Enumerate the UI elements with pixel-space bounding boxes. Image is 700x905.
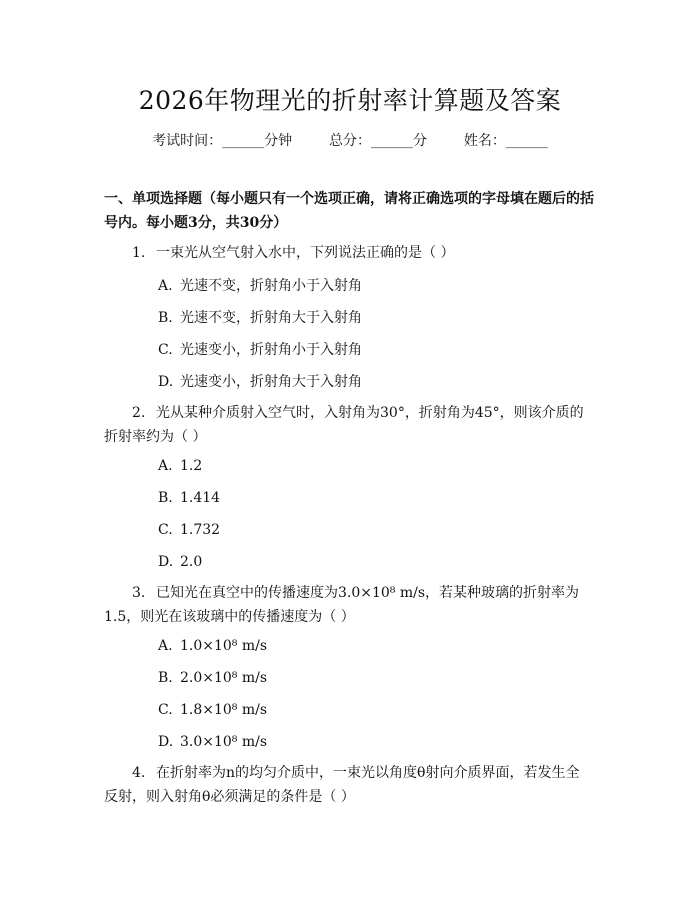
document-title: 2026年物理光的折射率计算题及答案 xyxy=(138,86,562,115)
total-score-field: 总分：______分 xyxy=(329,133,427,149)
question-number: 4. xyxy=(132,765,146,781)
question-3 xyxy=(104,581,592,629)
student-name-field: 姓名：______ xyxy=(463,133,548,149)
option-text: 光速变小，折射角大于入射角 xyxy=(180,374,362,390)
option-letter: D. xyxy=(158,374,174,390)
option-text: 1.732 xyxy=(180,522,221,538)
question-1-option-c xyxy=(158,340,362,360)
question-text: 一束光从空气射入水中，下列说法正确的是（ ） xyxy=(156,245,455,261)
option-letter: C. xyxy=(158,342,173,358)
question-2-option-a xyxy=(158,456,202,476)
option-text: 1.0×10⁸ m/s xyxy=(180,638,268,654)
option-text: 光速不变，折射角大于入射角 xyxy=(180,310,362,326)
option-text: 2.0 xyxy=(180,554,203,570)
option-text: 1.8×10⁸ m/s xyxy=(180,702,268,718)
option-letter: A. xyxy=(158,278,173,294)
option-text: 3.0×10⁸ m/s xyxy=(180,734,268,750)
option-letter: A. xyxy=(158,458,173,474)
question-2-option-c xyxy=(158,520,220,540)
question-3-option-d xyxy=(158,732,267,752)
option-letter: A. xyxy=(158,638,173,654)
option-letter: B. xyxy=(158,310,173,326)
question-3-option-a xyxy=(158,636,267,656)
option-letter: B. xyxy=(158,490,173,506)
option-letter: C. xyxy=(158,522,173,538)
question-2-option-d xyxy=(158,552,202,572)
question-1-option-d xyxy=(158,372,362,392)
question-number: 1. xyxy=(132,245,146,261)
option-text: 光速不变，折射角小于入射角 xyxy=(180,278,362,294)
option-letter: D. xyxy=(158,554,174,570)
question-3-option-b xyxy=(158,668,267,688)
option-letter: D. xyxy=(158,734,174,750)
exam-time-field: 考试时间：______分钟 xyxy=(152,133,293,149)
option-text: 1.414 xyxy=(180,490,221,506)
question-2-option-b xyxy=(158,488,220,508)
option-text: 光速变小，折射角小于入射角 xyxy=(180,342,362,358)
option-text: 2.0×10⁸ m/s xyxy=(180,670,268,686)
question-1 xyxy=(104,241,592,265)
question-4 xyxy=(104,761,592,809)
section-heading-single-choice: 一、单项选择题（每小题只有一个选项正确，请将正确选项的字母填在题后的括号内。每小题3分，共30分） xyxy=(104,191,594,231)
question-2 xyxy=(104,401,592,449)
question-text: 光从某种介质射入空气时，入射角为30°，折射角为45°，则该介质的折射率约为（ ） xyxy=(104,405,584,445)
exam-meta xyxy=(0,131,700,151)
question-number: 3. xyxy=(132,585,146,601)
question-3-option-c xyxy=(158,700,267,720)
option-letter: B. xyxy=(158,670,173,686)
question-1-option-b xyxy=(158,308,362,328)
question-text: 已知光在真空中的传播速度为3.0×10⁸ m/s，若某种玻璃的折射率为1.5，则光在该玻璃中的传播速度为（ ） xyxy=(104,585,580,625)
question-1-option-a xyxy=(158,276,362,296)
question-text: 在折射率为n的均匀介质中，一束光以角度θ射向介质界面，若发生全反射，则入射角θ必须满足的条件是（ ） xyxy=(104,765,580,805)
question-number: 2. xyxy=(132,405,146,421)
option-text: 1.2 xyxy=(180,458,203,474)
option-letter: C. xyxy=(158,702,173,718)
